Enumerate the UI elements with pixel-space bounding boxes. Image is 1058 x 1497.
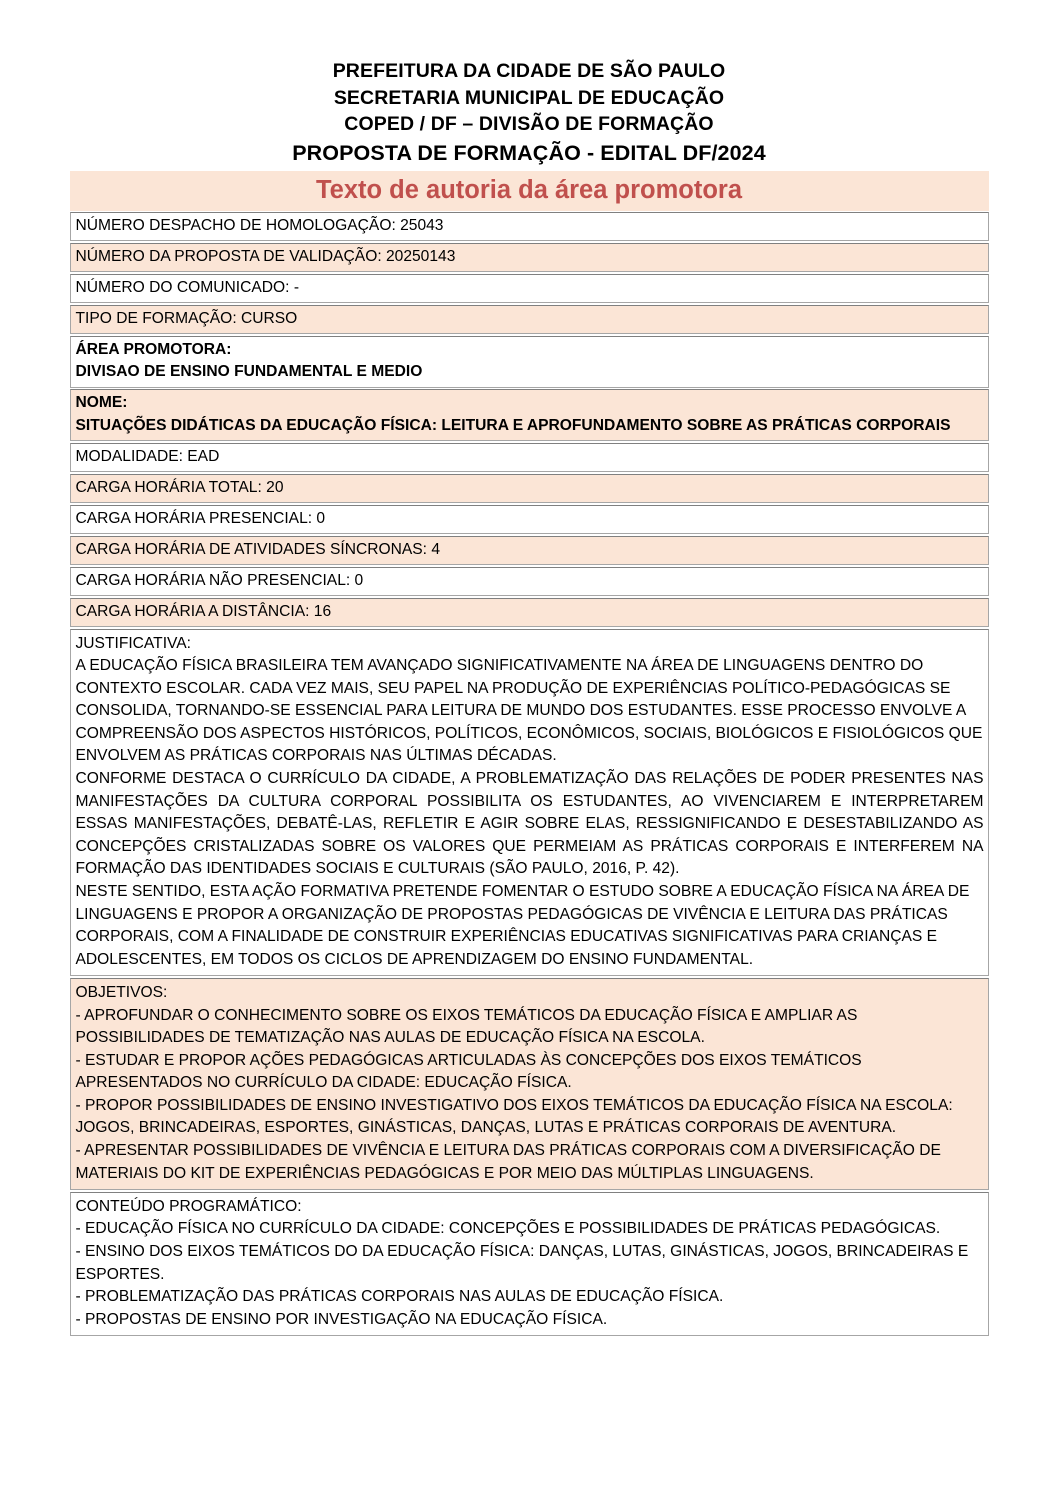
field-comunicado: NÚMERO DO COMUNICADO: -: [75, 278, 300, 296]
conteudo-programatico-item: - PROBLEMATIZAÇÃO DAS PRÁTICAS CORPORAIS NAS AULAS DE EDUCAÇÃO FÍSICA.: [75, 1288, 724, 1306]
field-area-promotora-value: DIVISAO DE ENSINO FUNDAMENTAL E MEDIO: [75, 363, 423, 380]
field-carga-horaria-total: CARGA HORÁRIA TOTAL: 20: [75, 478, 284, 496]
row-conteudo-programatico: [70, 1192, 989, 1337]
row-justificativa: [70, 629, 989, 977]
row-comunicado: [70, 274, 989, 304]
field-proposta-validacao: NÚMERO DA PROPOSTA DE VALIDAÇÃO: 20250143: [75, 247, 456, 265]
justificativa-label: JUSTIFICATIVA:: [75, 634, 192, 652]
field-despacho-homologacao: NÚMERO DESPACHO DE HOMOLOGAÇÃO: 25043: [75, 216, 444, 234]
row-carga-horaria-nao-presencial: [70, 567, 989, 597]
row-modalidade: [70, 443, 989, 473]
field-carga-horaria-distancia: CARGA HORÁRIA A DISTÂNCIA: 16: [75, 602, 332, 620]
masthead-line-coped: COPED / DF – DIVISÃO DE FORMAÇÃO: [344, 113, 714, 135]
objetivos-item: - ESTUDAR E PROPOR AÇÕES PEDAGÓGICAS ARTICULADAS ÀS CONCEPÇÕES DOS EIXOS TEMÁTICOS APRESENTADOS NO CURRÍCULO DA CIDADE: EDUCAÇÃO FÍSICA.: [75, 1051, 862, 1092]
document-masthead: [0, 0, 1058, 168]
row-objetivos: [70, 978, 989, 1190]
row-nome: [70, 389, 989, 441]
justificativa-paragraph-2: CONFORME DESTACA O CURRÍCULO DA CIDADE, A PROBLEMATIZAÇÃO DAS RELAÇÕES DE PODER PRESENTES NAS MANIFESTAÇÕES DA CULTURA CORPORAL POSSIBILITA OS ESTUDANTES, AO VIVENCIAREM E INTERPRETAREM ESSAS MANIFESTAÇÕES, DEBATÊ-LAS, REFLETIR E AGIR SOBRE ELAS, RESSIGNIFICANDO E DESESTABILIZANDO AS CONCEPÇÕES CRISTALIZADAS SOBRE OS VALORES QUE PERMEIAM AS PRÁTICAS CORPORAIS E INTERFEREM NA FORMAÇÃO DAS IDENTIDADES SOCIAIS E CULTURAIS (SÃO PAULO, 2016, P. 42).: [75, 770, 984, 878]
row-tipo-formacao: [70, 305, 989, 335]
conteudo-programatico-item: - EDUCAÇÃO FÍSICA NO CURRÍCULO DA CIDADE: CONCEPÇÕES E POSSIBILIDADES DE PRÁTICAS PEDAGÓGICAS.: [75, 1220, 941, 1238]
row-despacho-homologacao: [70, 212, 989, 242]
title-band: [70, 171, 989, 211]
row-area-promotora: [70, 336, 989, 388]
row-proposta-validacao: [70, 243, 989, 273]
masthead-line-prefeitura: PREFEITURA DA CIDADE DE SÃO PAULO: [332, 60, 726, 82]
conteudo-programatico-item: - ENSINO DOS EIXOS TEMÁTICOS DO DA EDUCAÇÃO FÍSICA: DANÇAS, LUTAS, GINÁSTICAS, JOGOS, BRINCADEIRAS E ESPORTES.: [75, 1242, 969, 1283]
field-nome-label: NOME:: [75, 394, 128, 411]
conteudo-programatico-label: CONTEÚDO PROGRAMÁTICO:: [75, 1197, 302, 1215]
field-nome-value: SITUAÇÕES DIDÁTICAS DA EDUCAÇÃO FÍSICA: LEITURA E APROFUNDAMENTO SOBRE AS PRÁTICAS CORPORAIS: [75, 416, 951, 434]
justificativa-paragraph-1: A EDUCAÇÃO FÍSICA BRASILEIRA TEM AVANÇADO SIGNIFICATIVAMENTE NA ÁREA DE LINGUAGENS DENTRO DO CONTEXTO ESCOLAR. CADA VEZ MAIS, SEU PAPEL NA PRODUÇÃO DE EXPERIÊNCIAS POLÍTICO-PEDAGÓGICAS SE CONSOLIDA, TORNANDO-SE ESSENCIAL PARA LEITURA DE MUNDO DOS ESTUDANTES. ESSE PROCESSO ENVOLVE A COMPREENSÃO DOS ASPECTOS HISTÓRICOS, POLÍTICOS, ECONÔMICOS, SOCIAIS, BIOLÓGICOS E FISIOLÓGICOS QUE ENVOLVEM AS PRÁTICAS CORPORAIS NAS ÚLTIMAS DÉCADAS.: [75, 657, 983, 765]
objetivos-item: - APRESENTAR POSSIBILIDADES DE VIVÊNCIA E LEITURA DAS PRÁTICAS CORPORAIS COM A DIVERSIFICAÇÃO DE MATERIAIS DO KIT DE EXPERIÊNCIAS PEDAGÓGICAS E POR MEIO DAS MÚLTIPLAS LINGUAGENS.: [75, 1142, 941, 1182]
title-band-text: Texto de autoria da área promotora: [315, 175, 743, 204]
field-carga-horaria-sincronas: CARGA HORÁRIA DE ATIVIDADES SÍNCRONAS: 4: [75, 540, 441, 558]
masthead-line-secretaria: SECRETARIA MUNICIPAL DE EDUCAÇÃO: [333, 86, 725, 109]
row-carga-horaria-sincronas: [70, 536, 989, 566]
objetivos-item: - APROFUNDAR O CONHECIMENTO SOBRE OS EIXOS TEMÁTICOS DA EDUCAÇÃO FÍSICA E AMPLIAR AS POSSIBILIDADES DE TEMATIZAÇÃO NAS AULAS DE EDUCAÇÃO FÍSICA NA ESCOLA.: [75, 1006, 858, 1047]
field-tipo-formacao: TIPO DE FORMAÇÃO: CURSO: [75, 309, 298, 327]
field-area-promotora-label: ÁREA PROMOTORA:: [75, 340, 232, 358]
conteudo-programatico-item: - PROPOSTAS DE ENSINO POR INVESTIGAÇÃO NA EDUCAÇÃO FÍSICA.: [75, 1310, 608, 1328]
row-carga-horaria-presencial: [70, 505, 989, 535]
proposal-field-table: [70, 212, 989, 1337]
row-carga-horaria-distancia: [70, 598, 989, 628]
objetivos-item: - PROPOR POSSIBILIDADES DE ENSINO INVESTIGATIVO DOS EIXOS TEMÁTICOS DA EDUCAÇÃO FÍSICA NA ESCOLA: JOGOS, BRINCADEIRAS, ESPORTES, GINÁSTICAS, DANÇAS, LUTAS E PRÁTICAS CORPORAIS DE AVENTURA.: [75, 1096, 953, 1137]
justificativa-paragraph-3: NESTE SENTIDO, ESTA AÇÃO FORMATIVA PRETENDE FOMENTAR O ESTUDO SOBRE A EDUCAÇÃO FÍSICA NA ÁREA DE LINGUAGENS E PROPOR A ORGANIZAÇÃO DE PROPOSTAS PEDAGÓGICAS DE VIVÊNCIA E LEITURA DAS PRÁTICAS CORPORAIS, COM A FINALIDADE DE CONSTRUIR EXPERIÊNCIAS EDUCATIVAS SIGNIFICATIVAS PARA CRIANÇAS E ADOLESCENTES, EM TODOS OS CICLOS DE APRENDIZAGEM DO ENSINO FUNDAMENTAL.: [75, 883, 970, 968]
field-carga-horaria-nao-presencial: CARGA HORÁRIA NÃO PRESENCIAL: 0: [75, 571, 364, 589]
row-carga-horaria-total: [70, 474, 989, 504]
field-carga-horaria-presencial: CARGA HORÁRIA PRESENCIAL: 0: [75, 509, 326, 527]
field-modalidade: MODALIDADE: EAD: [75, 447, 220, 465]
masthead-line-proposta: PROPOSTA DE FORMAÇÃO - EDITAL DF/2024: [292, 140, 766, 165]
objetivos-label: OBJETIVOS:: [75, 983, 168, 1001]
